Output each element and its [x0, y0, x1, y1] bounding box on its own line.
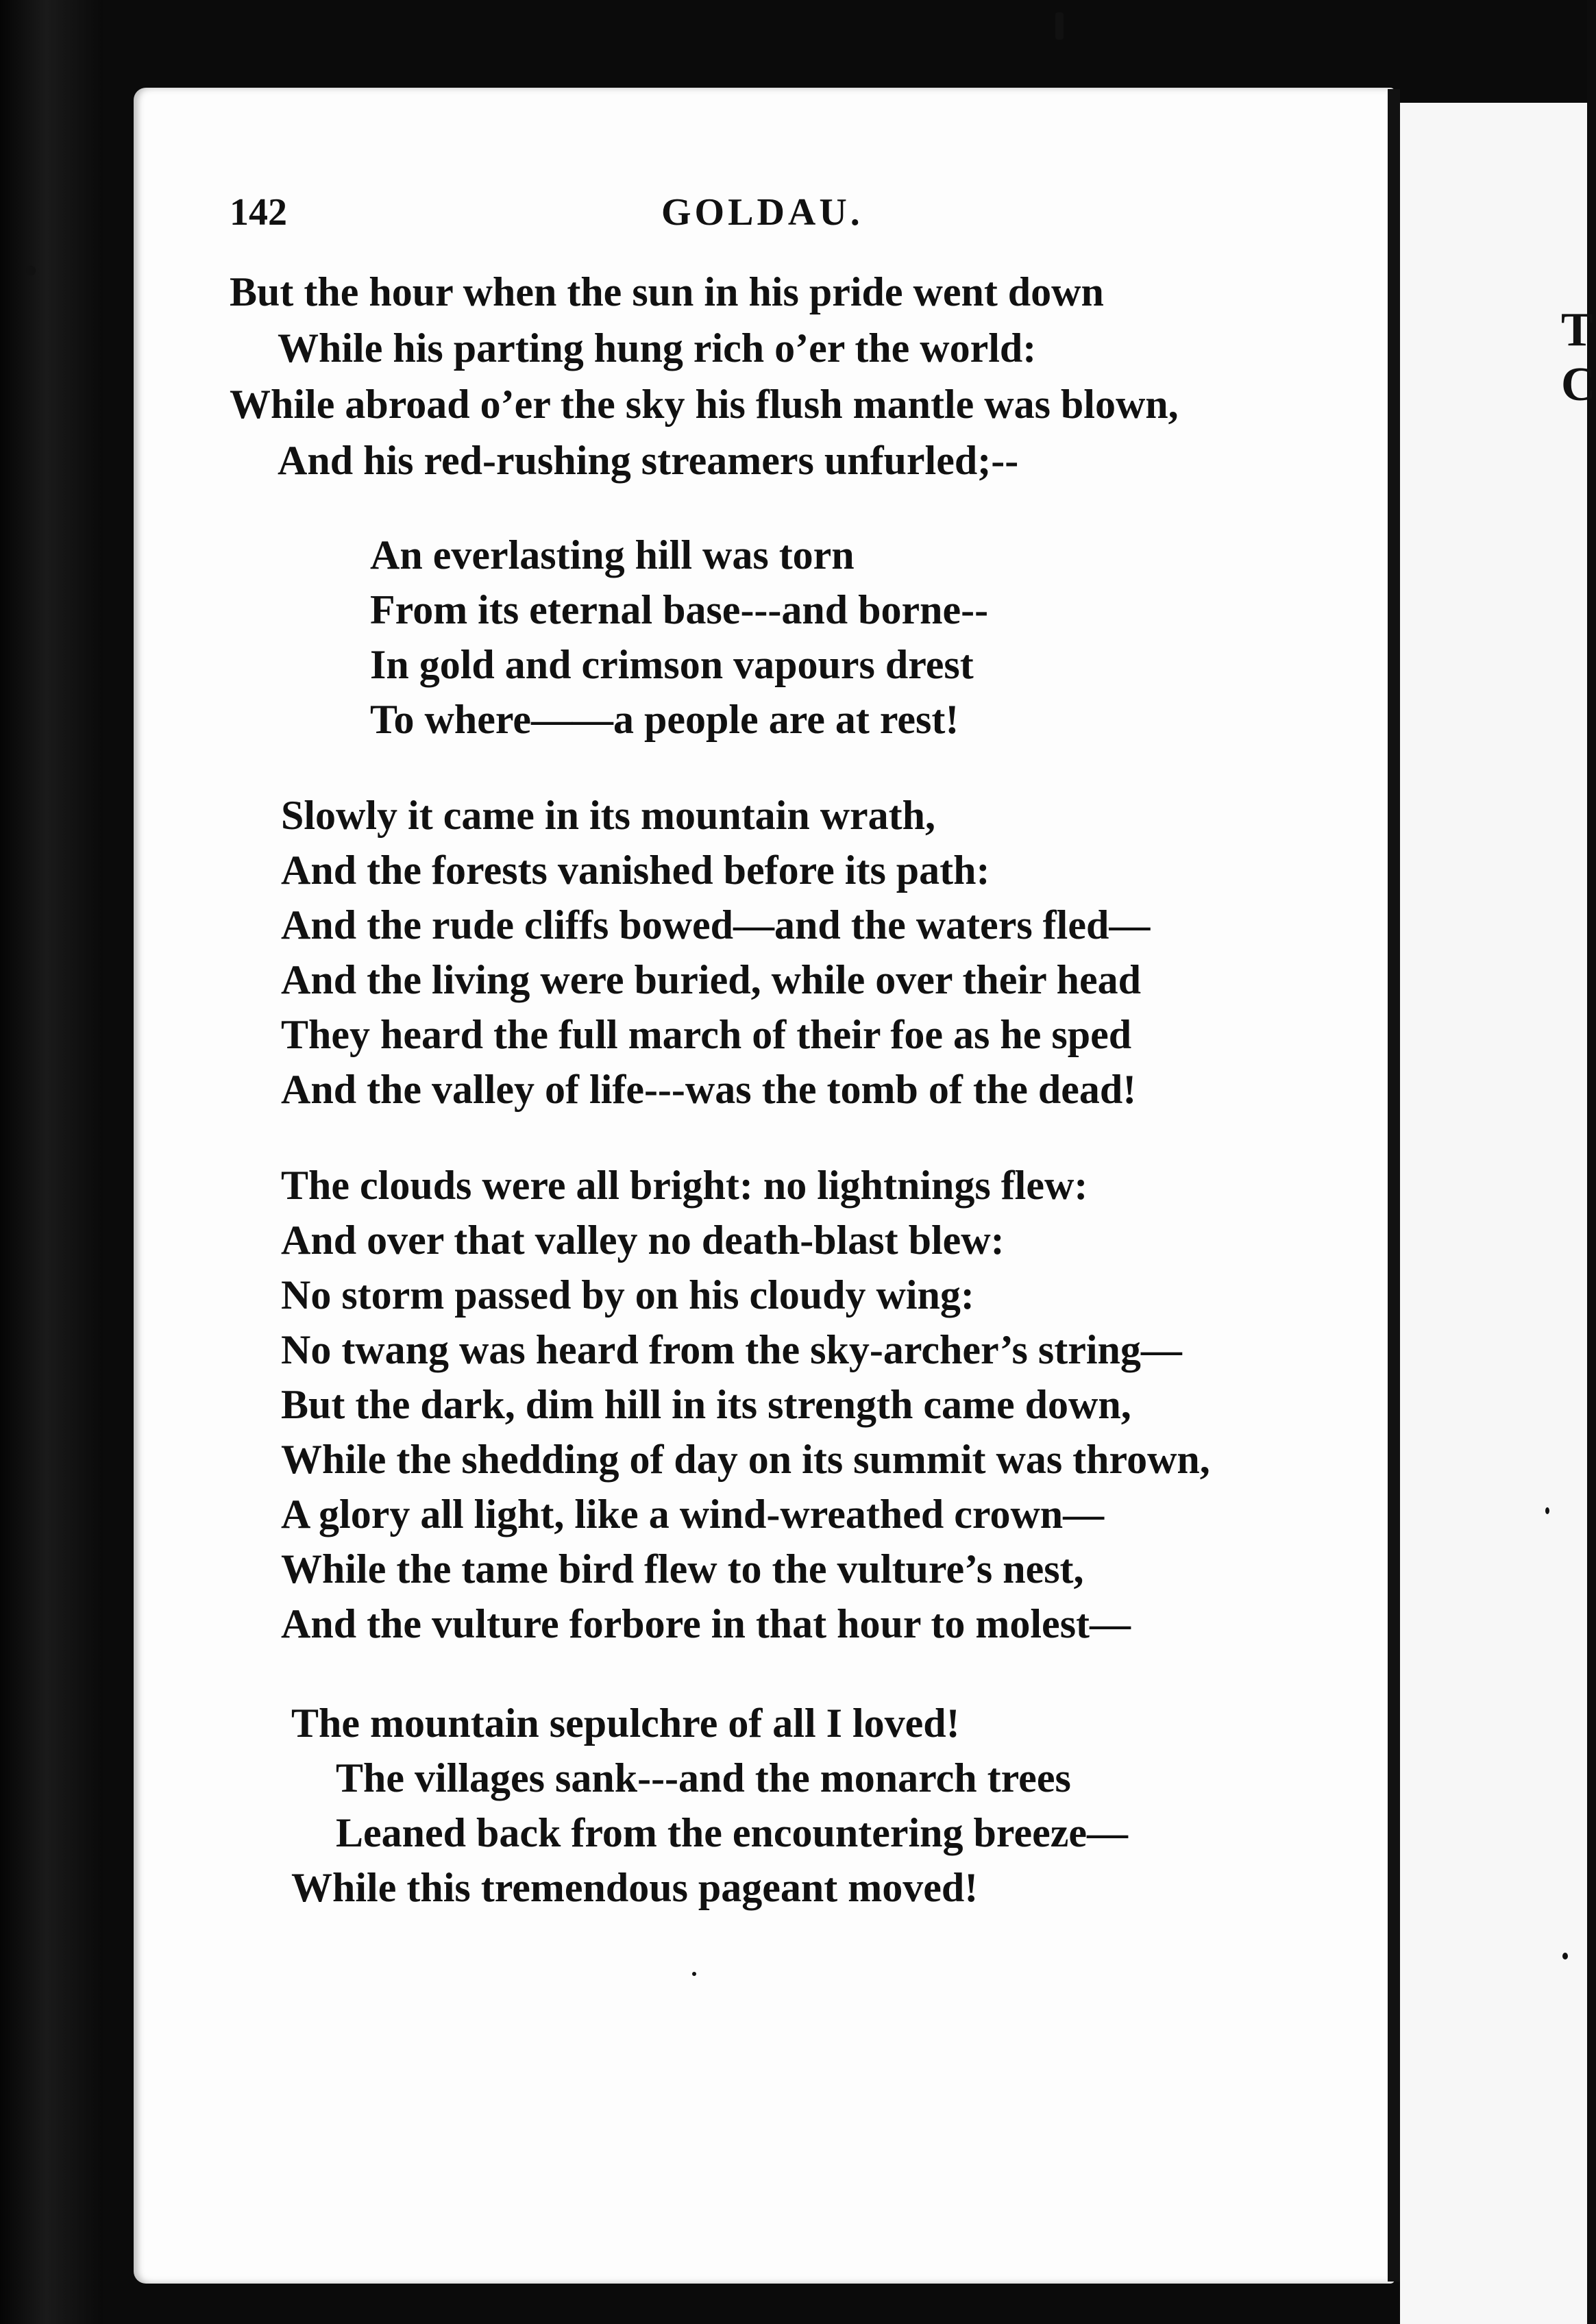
poem-line: But the hour when the sun in his pride went down — [230, 269, 1104, 314]
running-title: GOLDAU. — [661, 191, 863, 234]
adjacent-page-edge — [1400, 103, 1596, 2324]
page-number: 142 — [230, 191, 287, 234]
poem-line: They heard the full march of their foe as he sped — [281, 1012, 1132, 1057]
scan-speck — [692, 1972, 696, 1976]
scan-speck — [1055, 12, 1064, 40]
poem-line: The clouds were all bright: no lightnings flew: — [281, 1163, 1088, 1208]
poem-line: But the dark, dim hill in its strength came down, — [281, 1382, 1131, 1427]
poem-line: While this tremendous pageant moved! — [291, 1865, 979, 1910]
scan-speck — [1562, 1953, 1568, 1960]
poem-line: In gold and crimson vapours drest — [370, 642, 974, 687]
poem-line: Slowly it came in its mountain wrath, — [281, 793, 936, 838]
poem-line: While his parting hung rich o’er the world: — [278, 325, 1037, 371]
poem-line: And the rude cliffs bowed—and the waters fled— — [281, 902, 1151, 948]
poem-line: From its eternal base---and borne-- — [370, 587, 989, 632]
poem-line: And the living were buried, while over their head — [281, 957, 1142, 1002]
poem-line: The mountain sepulchre of all I loved! — [291, 1701, 960, 1746]
poem-line: No storm passed by on his cloudy wing: — [281, 1272, 974, 1318]
scan-speck — [26, 266, 36, 275]
book-binding-edge — [0, 0, 103, 2324]
poem-line: Leaned back from the encountering breeze— — [336, 1810, 1128, 1855]
poem-line: No twang was heard from the sky-archer’s string— — [281, 1327, 1182, 1372]
poem-line: A glory all light, like a wind-wreathed crown— — [281, 1492, 1105, 1537]
scan-speck — [1545, 1507, 1549, 1514]
poem-line: And over that valley no death-blast blew: — [281, 1217, 1005, 1263]
poem-line: To where——a people are at rest! — [370, 697, 959, 742]
poem-line: And the valley of life---was the tomb of the dead! — [281, 1067, 1137, 1112]
poem-line: An everlasting hill was torn — [370, 532, 855, 578]
poem-line: While the shedding of day on its summit was thrown, — [281, 1437, 1210, 1482]
poem-line: While abroad o’er the sky his flush mantle was blown, — [230, 382, 1179, 427]
adjacent-page-fragment: T — [1561, 304, 1593, 356]
poem-line: While the tame bird flew to the vulture’s nest, — [281, 1546, 1084, 1592]
page-gutter — [1388, 89, 1400, 2282]
poem-line: And the forests vanished before its path: — [281, 848, 990, 893]
poem-line: And his red-rushing streamers unfurled;-- — [278, 438, 1019, 483]
poem-line: And the vulture forbore in that hour to molest— — [281, 1601, 1131, 1646]
page-header — [230, 190, 1285, 245]
poem-line: The villages sank---and the monarch trees — [336, 1755, 1071, 1801]
adjacent-page-fragment: C — [1561, 358, 1596, 411]
